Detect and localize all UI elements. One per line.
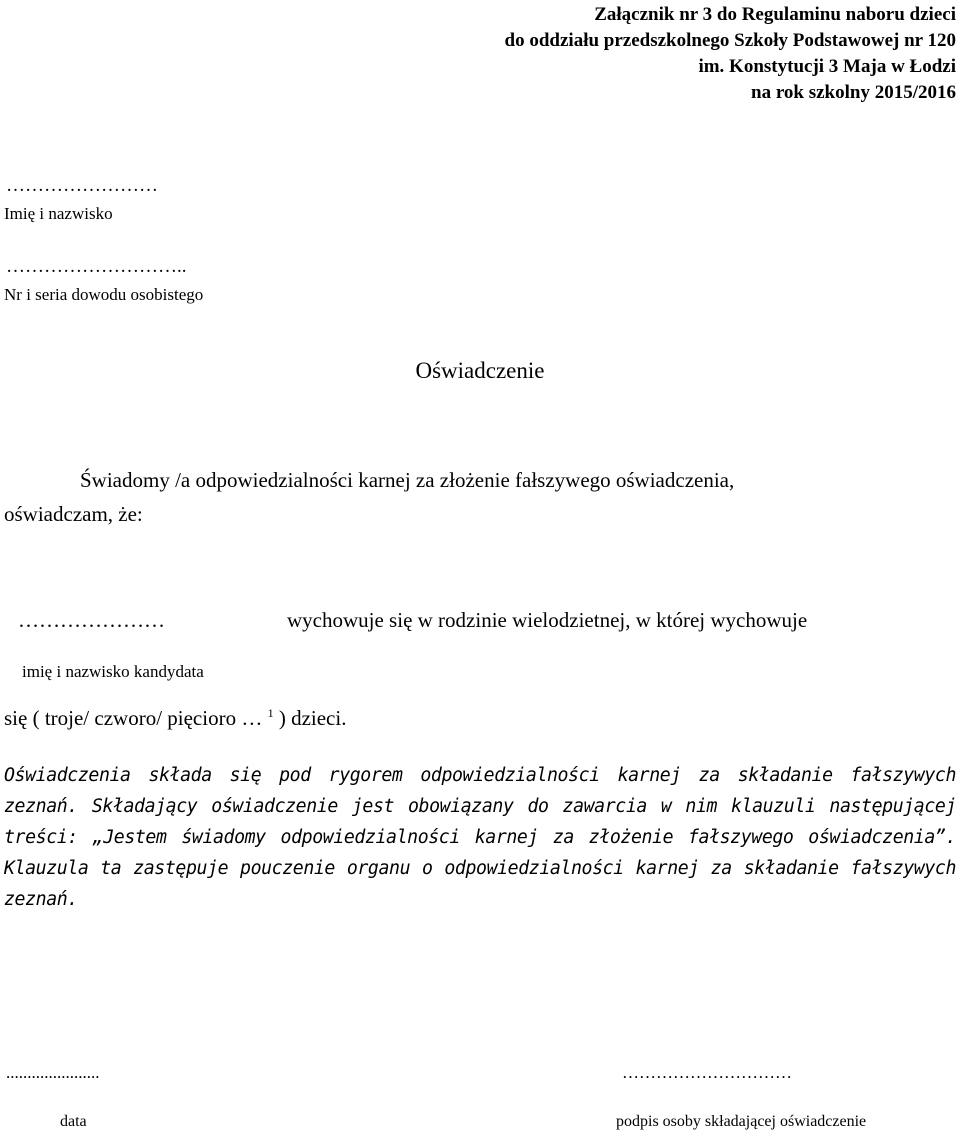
id-dots: ……………………….. (6, 256, 187, 277)
legal-clause: Oświadczenia składa się pod rygorem odpowiedzialności karnej za składanie fałszywych zeznań. Składający oświadczenie jest obowiązany do zawarcia w nim klauzuli następującej treści: „Jestem świadomy odpowiedzialności karnej za złożenie fałszywego oświadczenia”. Klauzula ta zastępuje pouczenie organu o odpowiedzialności karnej za składanie fałszywych zeznań. (4, 765, 956, 910)
statement-text: wychowuje się w rodzinie wielodzietnej, w której wychowuje (287, 608, 808, 632)
signature-label: podpis osoby składającej oświadczenie (616, 1113, 867, 1130)
document-title: Oświadczenie (415, 358, 545, 383)
header-line-3: im. Konstytucji 3 Maja w Łodzi (698, 56, 956, 77)
name-label: Imię i nazwisko (4, 204, 113, 223)
children-end: ) dzieci. (278, 706, 347, 730)
intro-line-2: oświadczam, że: (4, 502, 143, 526)
children-count-line (4, 706, 346, 731)
header-line-2: do oddziału przedszkolnego Szkoły Podstawowej nr 120 (504, 30, 956, 51)
header-line-1: Załącznik nr 3 do Regulaminu naboru dzieci (594, 4, 956, 25)
candidate-dots: ………………… (18, 608, 165, 632)
children-text: się ( troje/ czworo/ pięcioro … (4, 706, 263, 730)
id-label: Nr i seria dowodu osobistego (4, 285, 204, 304)
date-label: data (60, 1113, 87, 1130)
candidate-label: imię i nazwisko kandydata (22, 662, 204, 681)
date-dots: ...................... (6, 1063, 100, 1082)
footnote-mark: 1 (267, 706, 274, 720)
name-dots: …………………… (6, 175, 158, 196)
header-line-4: na rok szkolny 2015/2016 (751, 82, 956, 103)
intro-line-1: Świadomy /a odpowiedzialności karnej za złożenie fałszywego oświadczenia, (80, 468, 735, 492)
signature-dots: ………………………… (622, 1063, 792, 1082)
